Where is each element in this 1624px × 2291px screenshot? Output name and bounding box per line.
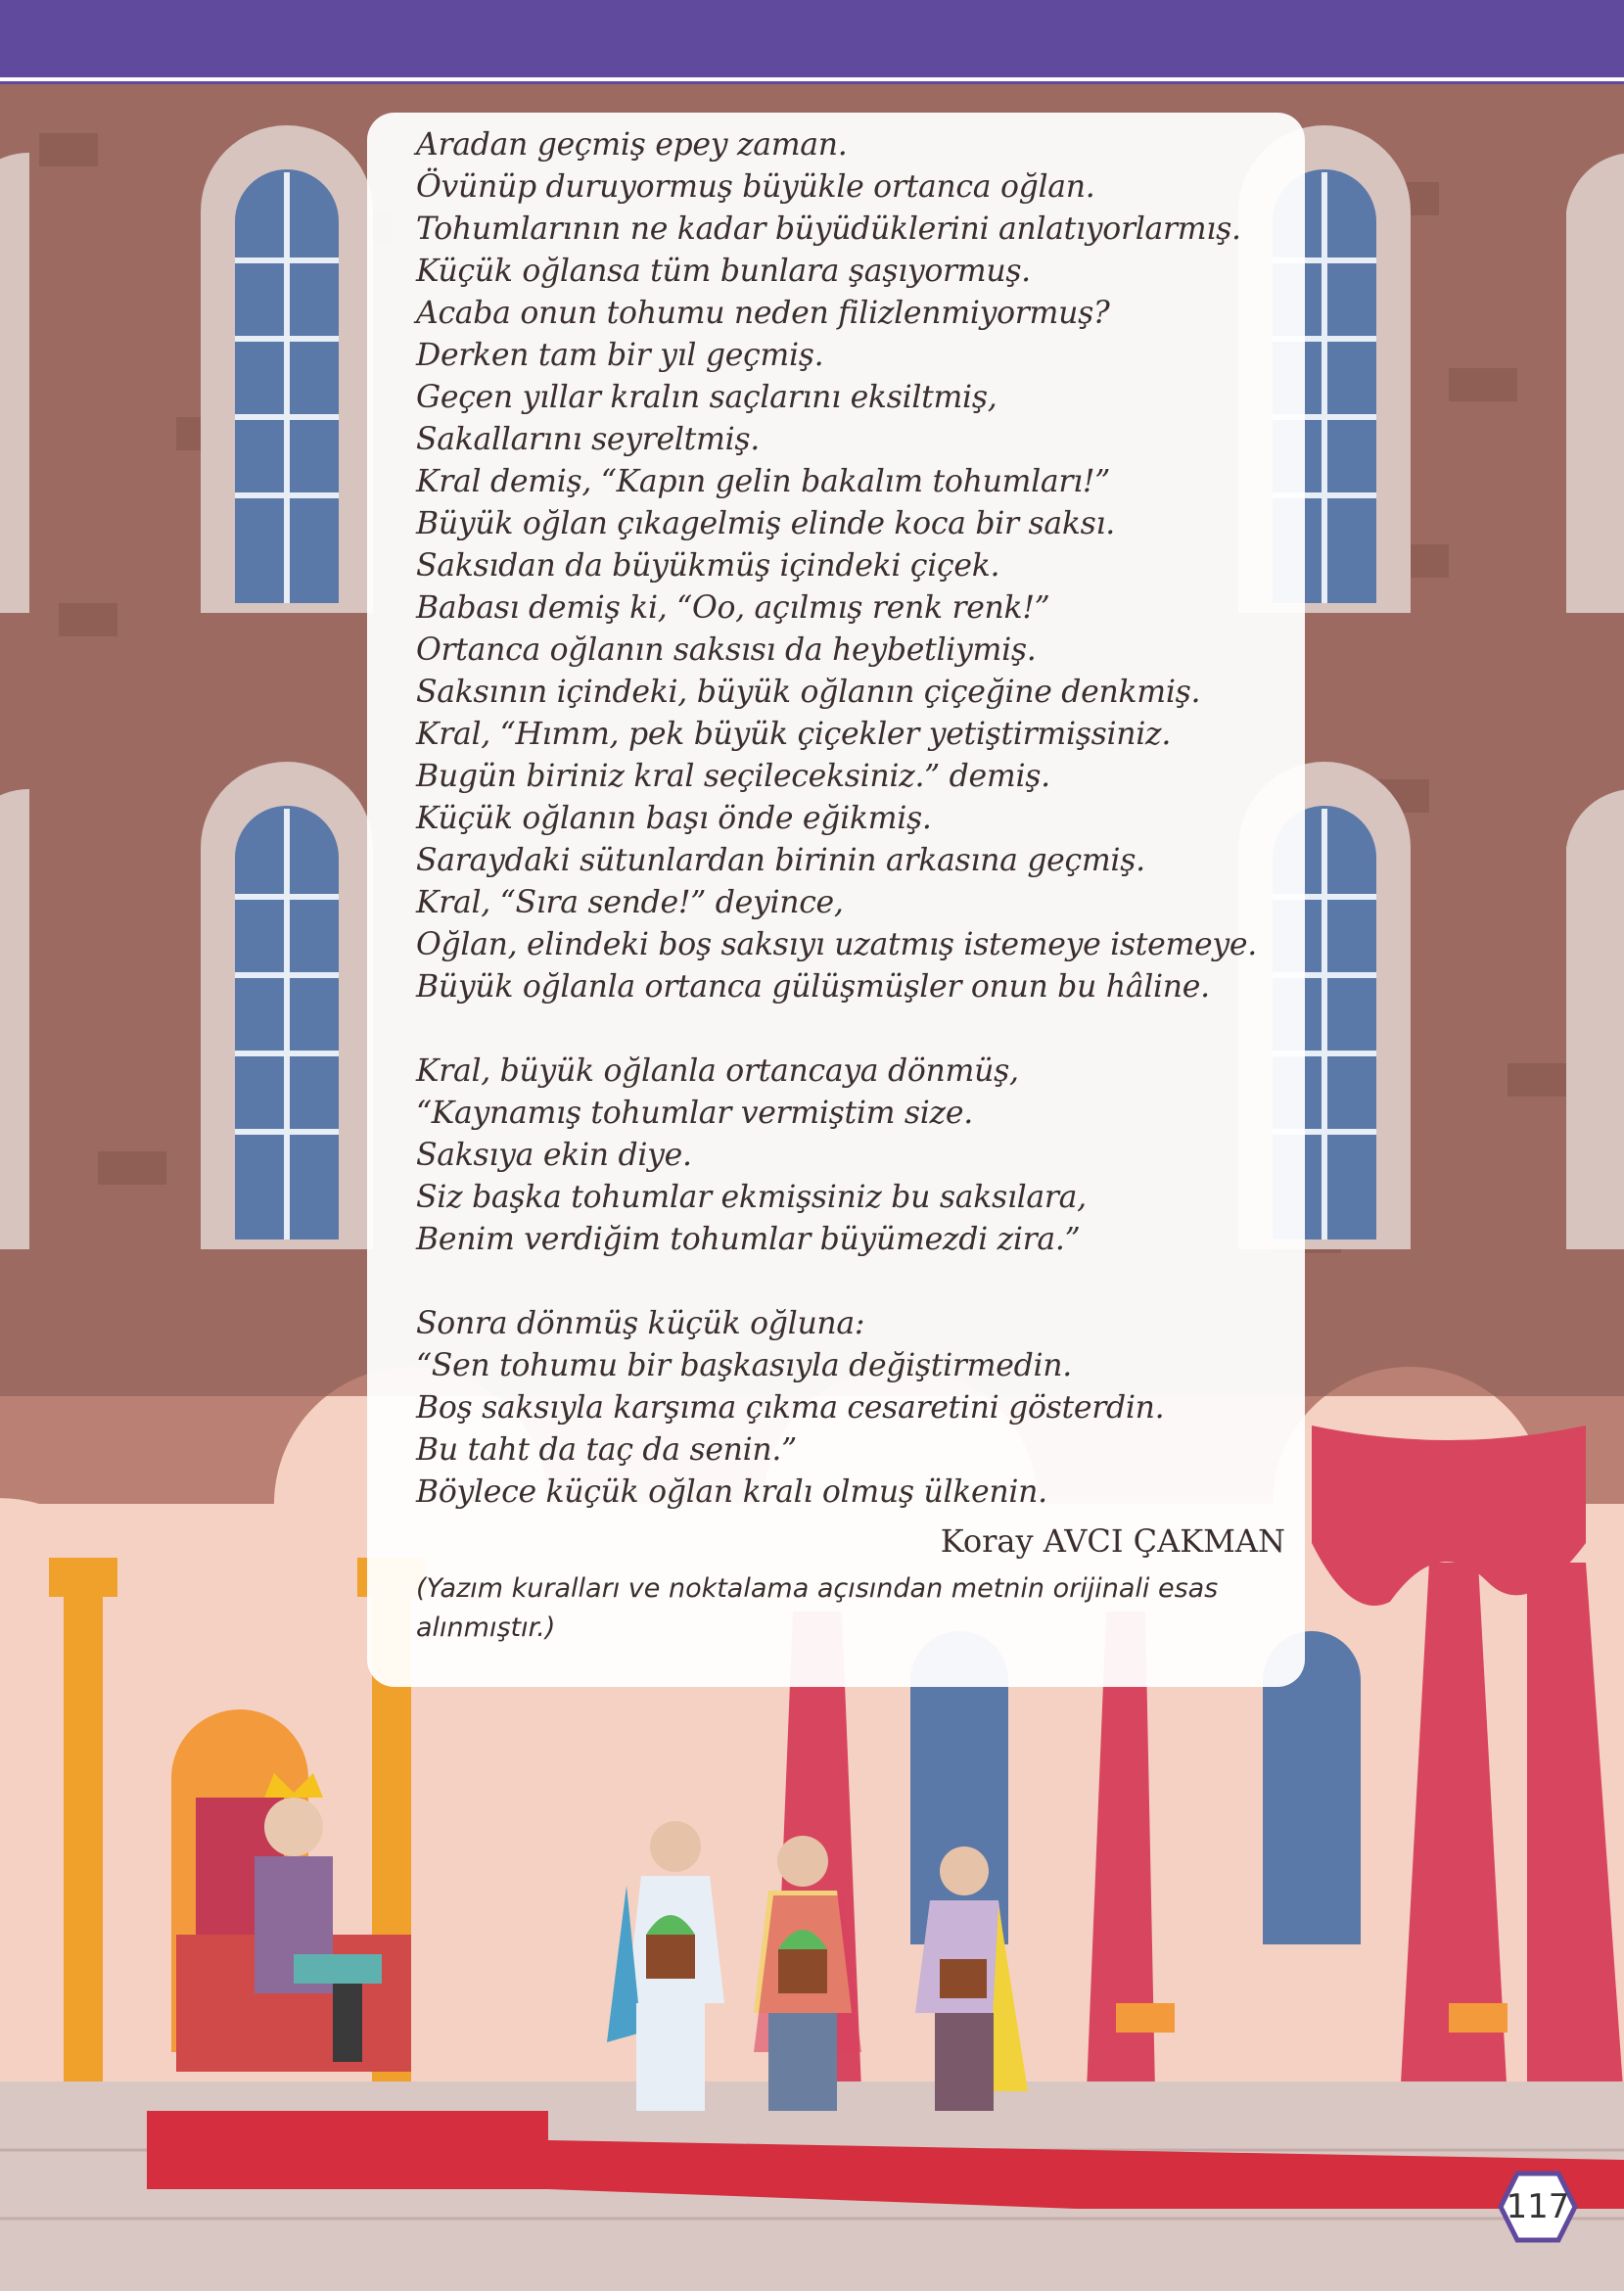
castle-window-icon xyxy=(201,125,373,613)
author-name: Koray AVCI ÇAKMAN xyxy=(940,1522,1285,1560)
poem-line: Derken tam bir yıl geçmiş. xyxy=(416,338,824,373)
poem-line: Kral, “Sıra sende!” deyince, xyxy=(416,885,844,920)
poem-line: Bugün biriniz kral seçileceksiniz.” demiş. xyxy=(416,759,1050,794)
poem-line: Benim verdiğim tohumlar büyümezdi zira.” xyxy=(416,1222,1081,1257)
page-number: 117 xyxy=(1506,2187,1570,2226)
poem-line: “Kaynamış tohumlar vermiştim size. xyxy=(416,1096,973,1131)
poem-line: Saksıya ekin diye. xyxy=(416,1138,692,1173)
poem-line: Kral demiş, “Kapın gelin bakalım tohumları!” xyxy=(416,464,1111,499)
poem-line: Boş saksıyla karşıma çıkma cesaretini gösterdin. xyxy=(416,1390,1165,1426)
poem-line: Babası demiş ki, “Oo, açılmış renk renk!” xyxy=(416,590,1050,626)
poem-line: Küçük oğlansa tüm bunlara şaşıyormuş. xyxy=(416,254,1031,289)
poem-line: “Sen tohumu bir başkasıyla değiştirmedin. xyxy=(416,1348,1072,1383)
poem-line: Övünüp duruyormuş büyükle ortanca oğlan. xyxy=(416,169,1095,205)
text-panel xyxy=(367,113,1305,1687)
poem-line: Sonra dönmüş küçük oğluna: xyxy=(416,1306,865,1341)
page-number-badge xyxy=(1498,2170,1578,2244)
poem-line: Oğlan, elindeki boş saksıyı uzatmış istemeye istemeye. xyxy=(416,927,1257,962)
poem-line: Acaba onun tohumu neden filizlenmiyormuş? xyxy=(416,296,1110,331)
poem-line: Saksının içindeki, büyük oğlanın çiçeğine denkmiş. xyxy=(416,675,1201,710)
poem-stanza-1 xyxy=(416,124,1305,1008)
header-divider xyxy=(0,77,1624,81)
poem-line: Büyük oğlanla ortanca gülüşmüşler onun bu hâline. xyxy=(416,969,1210,1005)
poem-stanza-3 xyxy=(416,1303,1305,1514)
poem-line: Kral, “Hımm, pek büyük çiçekler yetiştirmişsiniz. xyxy=(416,717,1172,752)
poem-line: Siz başka tohumlar ekmişsiniz bu saksılara, xyxy=(416,1180,1087,1215)
poem-line: Geçen yıllar kralın saçlarını eksiltmiş, xyxy=(416,380,998,415)
source-note: (Yazım kuralları ve noktalama açısından metnin orijinali esas alınmıştır.) xyxy=(416,1573,1219,1643)
poem-line: Saksıdan da büyükmüş içindeki çiçek. xyxy=(416,548,1000,584)
poem-line: Böylece küçük oğlan kralı olmuş ülkenin. xyxy=(416,1474,1047,1510)
stanza-gap xyxy=(416,1261,1305,1303)
poem-line: Kral, büyük oğlanla ortancaya dönmüş, xyxy=(416,1053,1019,1089)
stanza-gap xyxy=(416,1008,1305,1051)
header-band xyxy=(0,0,1624,84)
poem-line: Küçük oğlanın başı önde eğikmiş. xyxy=(416,801,932,836)
poem-stanza-2 xyxy=(416,1051,1305,1261)
poem-line: Büyük oğlan çıkagelmiş elinde koca bir saksı. xyxy=(416,506,1115,541)
castle-window-icon xyxy=(201,762,373,1249)
poem-line: Tohumlarının ne kadar büyüdüklerini anlatıyorlarmış. xyxy=(416,211,1241,247)
poem-line: Saraydaki sütunlardan birinin arkasına geçmiş. xyxy=(416,843,1145,878)
poem-line: Aradan geçmiş epey zaman. xyxy=(416,127,848,163)
poem-line: Sakallarını seyreltmiş. xyxy=(416,422,760,457)
poem-line: Ortanca oğlanın saksısı da heybetliymiş. xyxy=(416,632,1037,668)
poem-line: Bu taht da taç da senin.” xyxy=(416,1432,797,1468)
